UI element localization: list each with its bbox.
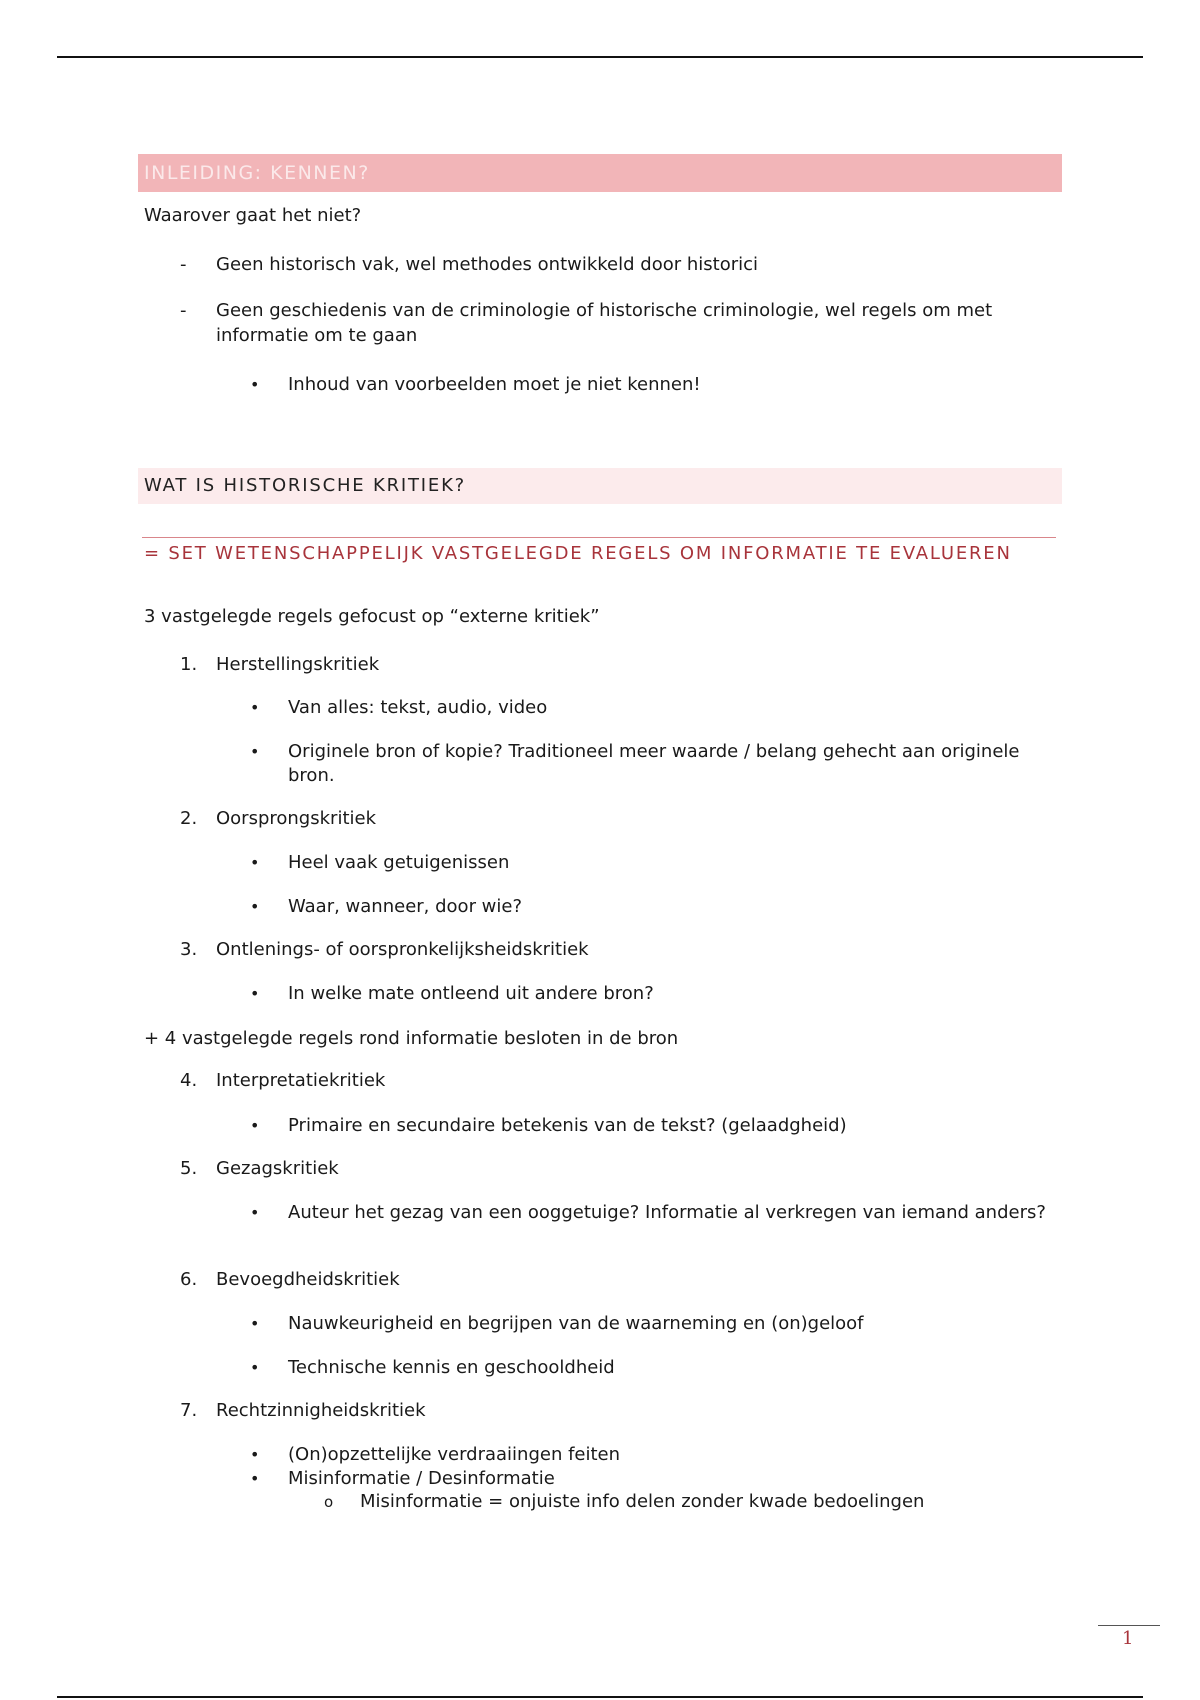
rule-label: Gezagskritiek <box>216 1158 339 1179</box>
bullet-marker: • <box>250 1314 260 1333</box>
bullet-marker: • <box>250 1116 260 1135</box>
intro-text: Waarover gaat het niet? <box>144 205 362 226</box>
heading-inleiding: INLEIDING: KENNEN? <box>138 154 1062 192</box>
bullet-text: Waar, wanneer, door wie? <box>288 896 523 917</box>
lead-internal-critique: + 4 vastgelegde regels rond informatie besloten in de bron <box>144 1028 679 1049</box>
bullet-marker: • <box>250 853 260 872</box>
footer-rule <box>1098 1625 1160 1626</box>
footer-bottom-rule <box>57 1696 1143 1698</box>
bullet-text: Technische kennis en geschooldheid <box>288 1357 615 1378</box>
page-number: 1 <box>1122 1628 1134 1649</box>
bullet-text: Originele bron of kopie? Traditioneel meer waarde / belang gehecht aan originele bron. <box>288 741 1020 786</box>
bullet-text: Heel vaak getuigenissen <box>288 852 510 873</box>
rule-label: Interpretatiekritiek <box>216 1070 386 1091</box>
rule-number: 1. <box>180 654 198 675</box>
rule-number: 5. <box>180 1158 198 1179</box>
bullet-text: Nauwkeurigheid en begrijpen van de waarneming en (on)geloof <box>288 1313 864 1334</box>
rule-number: 3. <box>180 939 198 960</box>
bullet-marker: • <box>250 984 260 1003</box>
bullet-marker: • <box>250 1203 260 1222</box>
bullet-marker: • <box>250 742 260 761</box>
rule-label: Rechtzinnigheidskritiek <box>216 1400 426 1421</box>
rule-number: 4. <box>180 1070 198 1091</box>
sub-bullet-marker: o <box>324 1493 334 1511</box>
rule-label: Oorsprongskritiek <box>216 808 376 829</box>
rule-number: 6. <box>180 1269 198 1290</box>
rule-label: Bevoegdheidskritiek <box>216 1269 400 1290</box>
bullet-text: Misinformatie / Desinformatie <box>288 1468 555 1489</box>
rule-number: 2. <box>180 808 198 829</box>
bullet-marker: • <box>250 698 260 717</box>
rule-label: Herstellingskritiek <box>216 654 380 675</box>
heading-historische-kritiek: WAT IS HISTORISCHE KRITIEK? <box>138 468 1062 504</box>
rule-label: Ontlenings- of oorspronkelijksheidskritiek <box>216 939 589 960</box>
bullet-marker: • <box>250 1358 260 1377</box>
dash-marker: - <box>180 300 187 321</box>
bullet-text: Primaire en secundaire betekenis van de tekst? (gelaadgheid) <box>288 1115 847 1136</box>
rule-number: 7. <box>180 1400 198 1421</box>
bullet-text: Van alles: tekst, audio, video <box>288 697 548 718</box>
bullet-marker: • <box>250 1445 260 1464</box>
header-rule <box>57 56 1143 58</box>
bullet-text: (On)opzettelijke verdraaiingen feiten <box>288 1444 621 1465</box>
dash-marker: - <box>180 254 187 275</box>
bullet-marker: • <box>250 897 260 916</box>
bullet-text: Auteur het gezag van een ooggetuige? Informatie al verkregen van iemand anders? <box>288 1202 1046 1223</box>
list-item-text: Geen historisch vak, wel methodes ontwikkeld door historici <box>216 254 759 275</box>
bullet-text: Inhoud van voorbeelden moet je niet kennen! <box>288 374 701 395</box>
bullet-marker: • <box>250 375 260 394</box>
subheading-rule <box>142 537 1056 538</box>
definition-heading: = SET WETENSCHAPPELIJK VASTGELEGDE REGELS OM INFORMATIE TE EVALUEREN <box>144 543 1012 564</box>
bullet-marker: • <box>250 1469 260 1488</box>
lead-external-critique: 3 vastgelegde regels gefocust op “externe kritiek” <box>144 606 600 627</box>
list-item-text: Geen geschiedenis van de criminologie of historische criminologie, wel regels om met informatie om te gaan <box>216 300 993 346</box>
bullet-text: In welke mate ontleend uit andere bron? <box>288 983 654 1004</box>
sub-bullet-text: Misinformatie = onjuiste info delen zonder kwade bedoelingen <box>360 1491 925 1512</box>
